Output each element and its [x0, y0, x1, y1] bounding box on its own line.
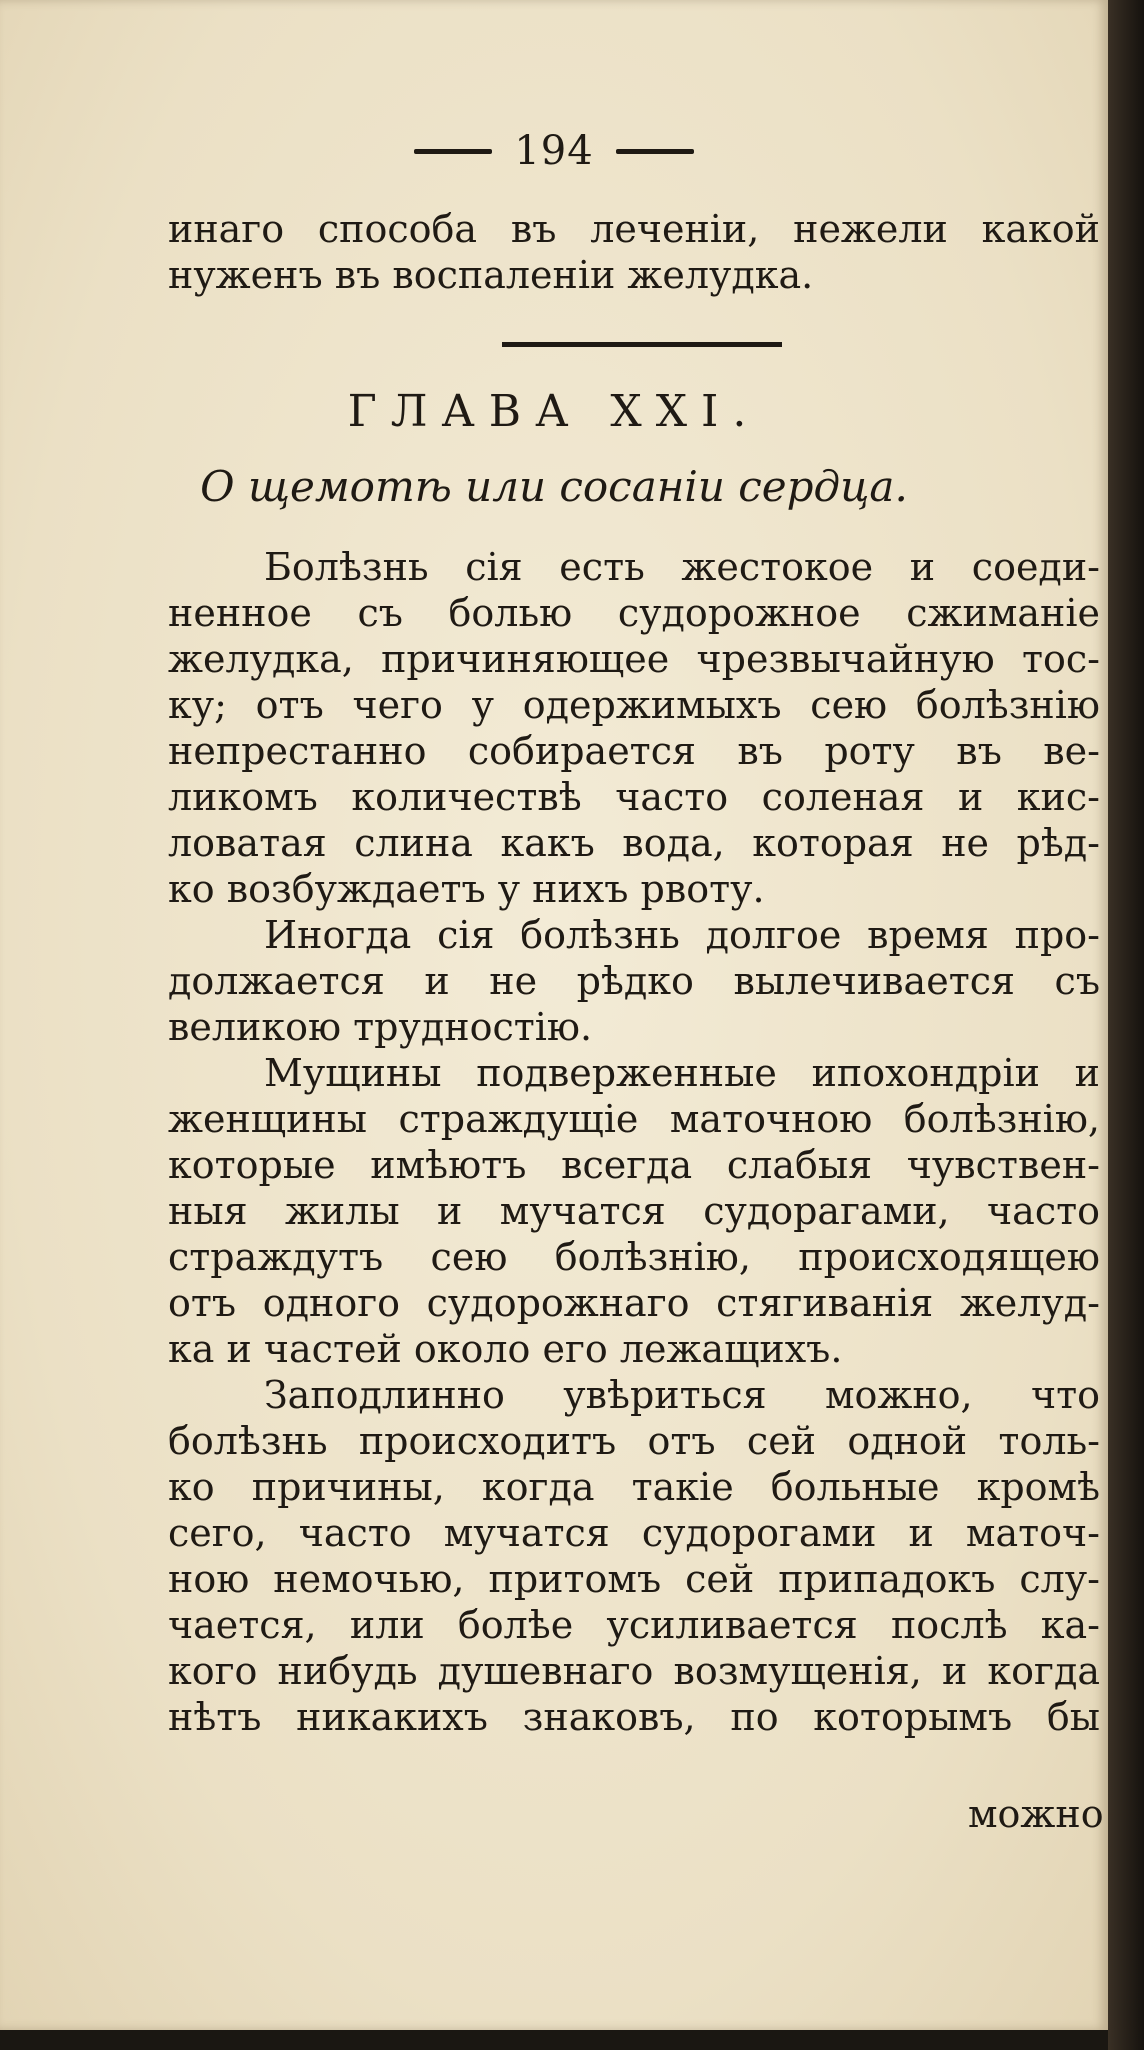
paragraph: [168, 1050, 1100, 1372]
text-line: великою трудностію.: [168, 1005, 593, 1049]
text-line: инаго способа въ леченіи, нежели какой: [168, 207, 1100, 251]
text-line: ка и частей около его лежащихъ.: [168, 1327, 843, 1371]
text-line: Заподлинно увѣриться можно, что: [264, 1373, 1100, 1417]
header-dash-right: [616, 149, 694, 154]
header-dash-left: [414, 149, 492, 154]
chapter-body: [168, 544, 1100, 1740]
text-line: сего, часто мучатся судорогами и маточ-: [168, 1511, 1100, 1555]
text-line: непрестанно собирается въ роту въ ве-: [168, 729, 1100, 773]
continuation-text: [168, 206, 1100, 298]
text-line: кого нибудь душевнаго возмущенія, и когда: [168, 1649, 1100, 1693]
text-line: страждутъ сею болѣзнію, происходящею: [168, 1235, 1100, 1279]
text-line: ку; отъ чего у одержимыхъ сею болѣзнію: [168, 683, 1100, 727]
chapter-subtitle: О щемотѣ или сосаніи сердца.: [200, 462, 908, 511]
text-line: желудка, причиняющее чрезвычайную тос-: [168, 637, 1100, 681]
text-line: нуженъ въ воспаленіи желудка.: [168, 253, 814, 297]
text-line: Иногда сія болѣзнь долгое время про-: [264, 913, 1100, 957]
text-line: чается, или болѣе усиливается послѣ ка-: [168, 1603, 1100, 1647]
book-edge: [1108, 0, 1144, 2050]
text-line: ненное съ болью судорожное сжиманіе: [168, 591, 1100, 635]
text-line: ною немочью, притомъ сей припадокъ слу-: [168, 1557, 1100, 1601]
page-header: [0, 128, 1108, 174]
text-line: ныя жилы и мучатся судорагами, часто: [168, 1189, 1100, 1233]
text-line: ликомъ количествѣ часто соленая и кис-: [168, 775, 1100, 819]
text-line: должается и не рѣдко вылечивается съ: [168, 959, 1100, 1003]
page-number: 194: [514, 128, 594, 174]
text-line: ко возбуждаетъ у нихъ рвоту.: [168, 867, 765, 911]
text-line: ловатая слина какъ вода, которая не рѣд-: [168, 821, 1100, 865]
paragraph: [168, 1372, 1100, 1740]
text-line: Болѣзнь сія есть жестокое и соеди-: [264, 545, 1100, 589]
text-line: отъ одного судорожнаго стягиванія желуд-: [168, 1281, 1100, 1325]
paragraph: [168, 912, 1100, 1050]
text-line: нѣтъ никакихъ знаковъ, по которымъ бы: [168, 1695, 1100, 1739]
text-line: которые имѣютъ всегда слабыя чувствен-: [168, 1143, 1100, 1187]
text-line: женщины страждущіе маточною болѣзнію,: [168, 1097, 1100, 1141]
catchword: можно: [968, 1792, 1104, 1836]
text-line: ко причины, когда такіе больные кромѣ: [168, 1465, 1100, 1509]
chapter-title: ГЛАВА XXI.: [347, 386, 761, 437]
section-divider: [502, 342, 782, 347]
text-line: Мущины подверженные ипохондріи и: [264, 1051, 1100, 1095]
text-line: болѣзнь происходитъ отъ сей одной толь-: [168, 1419, 1100, 1463]
paragraph: [168, 544, 1100, 912]
